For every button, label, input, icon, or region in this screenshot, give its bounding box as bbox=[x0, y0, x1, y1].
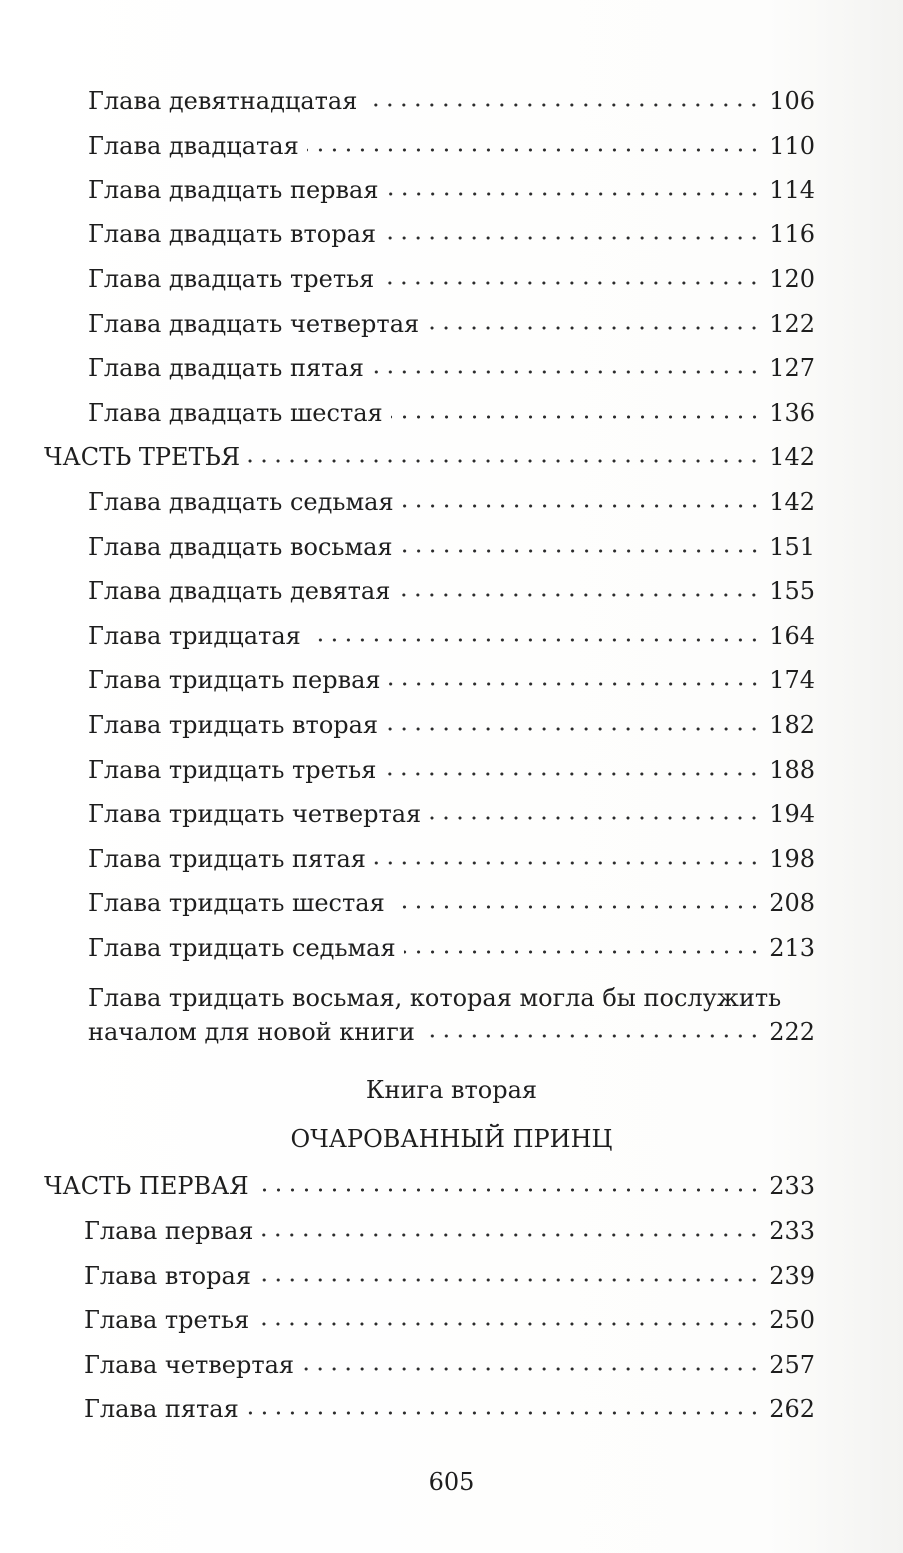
toc-entry-page: 250 bbox=[769, 1306, 815, 1334]
toc-entry bbox=[84, 1261, 815, 1291]
toc-entry bbox=[84, 1216, 815, 1246]
toc-entry-title: Глава тридцать четвертая bbox=[88, 800, 422, 828]
toc-entry bbox=[84, 1305, 815, 1335]
dot-leader bbox=[386, 727, 761, 731]
toc-entry bbox=[88, 621, 815, 651]
dot-leader bbox=[398, 593, 761, 597]
toc-entry bbox=[88, 844, 815, 874]
dot-leader bbox=[401, 549, 762, 553]
dot-leader bbox=[427, 326, 761, 330]
toc-entry-title: Глава двадцатая bbox=[88, 132, 299, 160]
toc-entry-title: Глава тридцатая bbox=[88, 622, 301, 650]
toc-entry bbox=[88, 353, 815, 383]
dot-leader bbox=[389, 682, 762, 686]
dot-leader bbox=[382, 281, 761, 285]
toc-entry-title: Глава вторая bbox=[84, 1262, 251, 1290]
toc-entry-page: 213 bbox=[769, 934, 815, 962]
toc-entry-page: 188 bbox=[769, 756, 815, 784]
toc-entry bbox=[88, 933, 815, 963]
toc-entry-page: 239 bbox=[769, 1262, 815, 1290]
dot-leader bbox=[302, 1367, 761, 1371]
dot-leader bbox=[429, 816, 761, 820]
toc-entry-title: Глава двадцать девятая bbox=[88, 577, 391, 605]
toc-entry-page: 155 bbox=[769, 577, 815, 605]
toc-entry-title: Глава двадцать шестая bbox=[88, 399, 383, 427]
toc-entry bbox=[84, 1350, 815, 1380]
toc-entry bbox=[88, 86, 815, 116]
toc-entry-title: Глава тридцать третья bbox=[88, 756, 377, 784]
dot-leader bbox=[384, 236, 761, 240]
toc-entry-title: Глава первая bbox=[84, 1217, 254, 1245]
toc-entry bbox=[88, 175, 815, 205]
dot-leader bbox=[387, 192, 762, 196]
toc-part-title: ЧАСТЬ ТРЕТЬЯ bbox=[44, 443, 241, 471]
toc-entry-page: 136 bbox=[769, 399, 815, 427]
toc-entry-page: 262 bbox=[769, 1395, 815, 1423]
toc-entry-title: Глава тридцать вторая bbox=[88, 711, 379, 739]
toc-entry-page: 174 bbox=[769, 666, 815, 694]
toc-entry-page: 110 bbox=[769, 132, 815, 160]
toc-entry-title: Глава девятнадцатая bbox=[88, 87, 358, 115]
dot-leader bbox=[309, 638, 761, 642]
toc-entry-title: Глава пятая bbox=[84, 1395, 239, 1423]
toc-entry-title: Глава двадцать четвертая bbox=[88, 310, 420, 338]
dot-leader bbox=[372, 370, 761, 374]
dot-leader bbox=[261, 1233, 761, 1237]
dot-leader bbox=[257, 1188, 761, 1192]
dot-leader bbox=[247, 1411, 761, 1415]
toc-entry-page: 142 bbox=[769, 488, 815, 516]
toc-entry bbox=[88, 665, 815, 695]
dot-leader bbox=[402, 504, 762, 508]
toc-entry-title-line2: началом для новой книги bbox=[88, 1018, 415, 1046]
toc-entry-title: Глава двадцать седьмая bbox=[88, 488, 394, 516]
toc-part-entry bbox=[44, 442, 815, 472]
toc-entry bbox=[88, 309, 815, 339]
toc-entry bbox=[88, 264, 815, 294]
book-heading: Книга вторая bbox=[365, 1076, 538, 1104]
toc-entry bbox=[88, 1017, 815, 1047]
toc-entry bbox=[88, 487, 815, 517]
toc-entry-page: 142 bbox=[769, 443, 815, 471]
toc-entry-title: Глава третья bbox=[84, 1306, 250, 1334]
toc-entry bbox=[88, 888, 815, 918]
toc-entry-page: 164 bbox=[769, 622, 815, 650]
dot-leader bbox=[391, 415, 762, 419]
toc-entry-page: 198 bbox=[769, 845, 815, 873]
toc-entry-page: 182 bbox=[769, 711, 815, 739]
dot-leader bbox=[384, 772, 761, 776]
toc-entry-page: 116 bbox=[769, 220, 815, 248]
toc-entry-page: 120 bbox=[769, 265, 815, 293]
toc-entry bbox=[88, 576, 815, 606]
toc-entry-page: 257 bbox=[769, 1351, 815, 1379]
dot-leader bbox=[393, 905, 761, 909]
toc-entry-page: 114 bbox=[769, 176, 815, 204]
toc-entry-page: 122 bbox=[769, 310, 815, 338]
toc-entry bbox=[88, 219, 815, 249]
toc-entry-title-line1: Глава тридцать восьмая, которая могла бы послужить bbox=[88, 984, 782, 1012]
dot-leader bbox=[257, 1322, 761, 1326]
toc-part-entry bbox=[44, 1171, 815, 1201]
toc-entry-page: 222 bbox=[769, 1018, 815, 1046]
book-subtitle: ОЧАРОВАННЫЙ ПРИНЦ bbox=[290, 1125, 613, 1153]
toc-entry-page: 127 bbox=[769, 354, 815, 382]
toc-entry-title: Глава тридцать первая bbox=[88, 666, 381, 694]
toc-entry-page: 233 bbox=[769, 1217, 815, 1245]
toc-entry-title: Глава двадцать третья bbox=[88, 265, 375, 293]
toc-entry-title: Глава тридцать пятая bbox=[88, 845, 366, 873]
page-number: 605 bbox=[428, 1468, 475, 1496]
toc-entry-page: 106 bbox=[769, 87, 815, 115]
toc-entry bbox=[88, 755, 815, 785]
dot-leader bbox=[307, 148, 761, 152]
toc-entry bbox=[88, 710, 815, 740]
toc-entry-title: Глава тридцать шестая bbox=[88, 889, 385, 917]
dot-leader bbox=[404, 950, 762, 954]
toc-entry bbox=[84, 1394, 815, 1424]
toc-entry bbox=[88, 532, 815, 562]
toc-entry-page: 151 bbox=[769, 533, 815, 561]
toc-entry-title: Глава тридцать седьмая bbox=[88, 934, 396, 962]
toc-part-title: ЧАСТЬ ПЕРВАЯ bbox=[44, 1172, 249, 1200]
toc-entry-title: Глава четвертая bbox=[84, 1351, 295, 1379]
toc-entry-title: Глава двадцать пятая bbox=[88, 354, 364, 382]
toc-entry bbox=[88, 398, 815, 428]
dot-leader bbox=[248, 459, 761, 463]
toc-entry bbox=[88, 799, 815, 829]
toc-entry bbox=[88, 131, 815, 161]
toc-entry-page: 233 bbox=[769, 1172, 815, 1200]
toc-entry-title: Глава двадцать первая bbox=[88, 176, 379, 204]
toc-entry-title: Глава двадцать восьмая bbox=[88, 533, 393, 561]
toc-entry-page: 208 bbox=[769, 889, 815, 917]
toc-entry-page: 194 bbox=[769, 800, 815, 828]
dot-leader bbox=[259, 1278, 761, 1282]
dot-leader bbox=[365, 103, 761, 107]
toc-entry-title: Глава двадцать вторая bbox=[88, 220, 377, 248]
dot-leader bbox=[374, 861, 761, 865]
dot-leader bbox=[423, 1034, 761, 1038]
